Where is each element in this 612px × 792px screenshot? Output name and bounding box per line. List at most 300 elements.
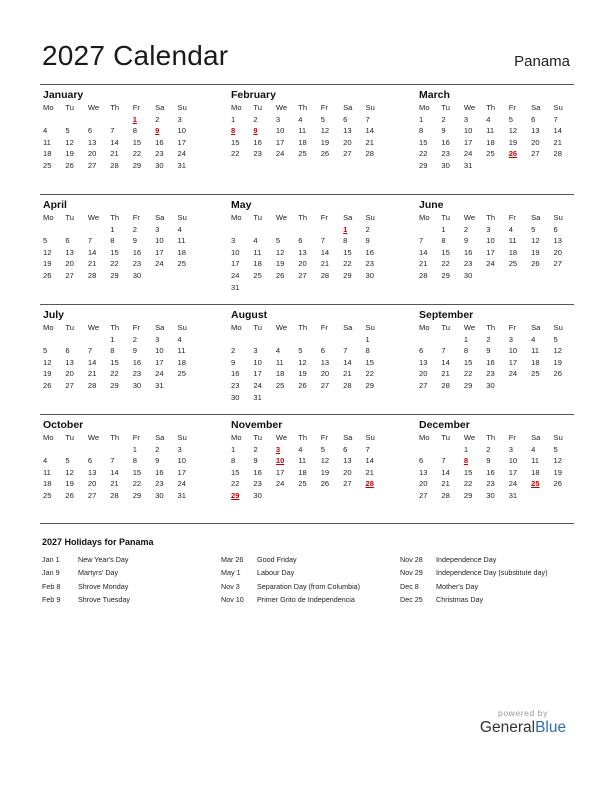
weekday-label: Fr [320, 433, 328, 442]
day-cell: 21 [441, 479, 450, 489]
day-cell: 5 [553, 334, 558, 344]
day-cell: 18 [508, 247, 518, 257]
week-row [40, 357, 197, 369]
day-cell: 7 [365, 444, 370, 454]
day-cell: 24 [155, 369, 164, 379]
week-row [40, 160, 197, 172]
weekday-label: Th [110, 103, 120, 112]
day-cell: 28 [320, 270, 330, 280]
day-cell: 10 [275, 126, 285, 136]
day-cell: 3 [155, 224, 160, 234]
weekday-label: Th [298, 213, 308, 222]
holiday-item [400, 566, 579, 579]
weekday-header [228, 212, 385, 224]
day-cell: 22 [365, 369, 374, 379]
week-row [40, 345, 197, 357]
holiday-name: Independence Day [436, 555, 497, 564]
day-cell: 25 [253, 270, 262, 280]
day-cell: 4 [253, 236, 258, 246]
week-row [416, 224, 573, 236]
day-cell: 30 [155, 490, 164, 500]
day-cell: 27 [419, 490, 428, 500]
day-cell: 7 [553, 114, 558, 124]
week-row [228, 490, 385, 502]
day-cell: 3 [177, 114, 182, 124]
day-cell: 24 [253, 380, 262, 390]
weekday-label: Mo [419, 103, 430, 112]
day-cell [318, 334, 340, 346]
day-cell [228, 334, 250, 346]
week-row [228, 270, 385, 282]
week-row [228, 114, 385, 126]
day-cell: 3 [275, 114, 281, 124]
day-cell: 19 [298, 369, 307, 379]
day-cell: 5 [320, 444, 325, 454]
weekday-label: Fr [132, 433, 140, 442]
day-cell: 11 [508, 236, 517, 246]
weekday-label: We [463, 433, 476, 442]
day-cell: 30 [486, 380, 495, 390]
day-cell: 18 [253, 259, 262, 269]
day-cell: 10 [463, 126, 473, 136]
day-cell: 4 [177, 334, 182, 344]
week-row [40, 270, 197, 282]
day-cell [175, 270, 197, 282]
day-cell: 3 [463, 114, 469, 124]
day-cell [318, 490, 340, 502]
weekday-header [40, 102, 197, 114]
day-cell: 17 [463, 137, 473, 147]
day-cell: 20 [419, 369, 428, 379]
day-cell [85, 334, 107, 346]
day-cell: 19 [531, 247, 540, 257]
week-row [40, 455, 197, 467]
day-cell: 16 [253, 467, 262, 477]
weekday-label: Mo [231, 103, 242, 112]
holiday-date-label: Jan 9 [42, 568, 60, 578]
day-cell: 21 [320, 259, 330, 269]
holiday-date: 8 [463, 456, 469, 466]
day-cell: 4 [298, 444, 303, 454]
week-row [416, 160, 573, 172]
day-cell: 1 [441, 224, 446, 234]
day-cell: 13 [553, 236, 562, 246]
day-cell: 26 [320, 479, 330, 489]
holiday-item [42, 593, 221, 606]
holiday-date-label: Nov 10 [221, 595, 244, 605]
week-row [40, 490, 197, 502]
holiday-item [400, 593, 579, 606]
day-cell: 27 [419, 380, 428, 390]
day-cell: 13 [419, 467, 428, 477]
holiday-date: 28 [365, 479, 374, 489]
day-cell: 4 [177, 224, 182, 234]
weekday-label: We [275, 103, 288, 112]
weekday-label: Mo [231, 433, 242, 442]
month-name: May [231, 199, 252, 211]
weekday-label: We [463, 323, 476, 332]
day-cell: 27 [65, 380, 74, 390]
day-cell: 20 [87, 479, 97, 489]
day-cell: 31 [463, 160, 473, 170]
day-cell: 17 [177, 137, 186, 147]
day-cell: 6 [65, 236, 70, 246]
day-cell: 18 [298, 137, 307, 147]
day-cell: 10 [231, 247, 240, 257]
month-name: April [43, 199, 67, 211]
day-cell: 9 [486, 456, 491, 466]
weekday-header [40, 212, 197, 224]
day-cell: 29 [343, 270, 352, 280]
weekday-label: Su [365, 433, 375, 442]
page-title: 2027 Calendar [42, 40, 229, 71]
day-cell: 24 [508, 369, 518, 379]
day-cell: 30 [365, 270, 374, 280]
day-cell: 3 [155, 334, 160, 344]
weekday-label: Th [110, 433, 120, 442]
day-cell: 7 [87, 346, 93, 356]
day-cell: 12 [43, 357, 52, 367]
week-row [416, 148, 573, 160]
weekday-label: Th [298, 323, 308, 332]
day-cell [551, 160, 573, 172]
day-cell: 7 [110, 126, 115, 136]
day-cell: 4 [275, 346, 281, 356]
day-cell [295, 334, 317, 346]
day-cell: 2 [155, 114, 160, 124]
day-cell: 14 [320, 247, 330, 257]
day-cell [340, 490, 362, 502]
weekday-label: Tu [441, 213, 451, 222]
week-row [228, 334, 385, 346]
day-cell [551, 490, 573, 502]
day-cell: 2 [253, 114, 258, 124]
day-cell: 29 [110, 380, 119, 390]
holiday-column [400, 553, 579, 607]
generalblue-logo[interactable] [476, 708, 570, 737]
day-cell: 22 [132, 149, 142, 159]
day-cell: 25 [531, 369, 540, 379]
day-cell: 7 [110, 456, 115, 466]
day-cell: 23 [155, 149, 164, 159]
day-cell: 13 [531, 126, 540, 136]
day-cell [107, 114, 129, 126]
day-cell: 13 [298, 247, 307, 257]
day-cell: 25 [43, 490, 52, 500]
holiday-item [400, 580, 579, 593]
holiday-item [221, 553, 400, 566]
weekday-label: Fr [320, 323, 328, 332]
day-cell [40, 114, 62, 126]
holiday-date-label: Nov 29 [400, 568, 423, 578]
week-row [40, 444, 197, 456]
day-cell: 12 [65, 467, 74, 477]
day-cell: 18 [531, 467, 540, 477]
week-row [228, 148, 385, 160]
day-cell: 26 [43, 380, 52, 390]
weekday-label: Su [553, 433, 563, 442]
day-cell: 14 [441, 467, 450, 477]
holiday-name: Martyrs' Day [78, 568, 119, 578]
weekday-label: Mo [419, 433, 430, 442]
holiday-date-label: Mar 26 [221, 555, 244, 564]
weekday-label: Th [110, 213, 120, 222]
month-december [416, 415, 573, 523]
month-name: August [231, 309, 268, 321]
day-cell: 30 [463, 270, 473, 280]
weekday-label: We [463, 213, 476, 222]
week-row [416, 235, 573, 247]
day-cell: 11 [275, 357, 284, 367]
day-cell: 10 [253, 357, 262, 367]
weekday-label: Mo [43, 213, 54, 222]
holiday-date: 8 [231, 126, 236, 136]
day-cell: 9 [132, 346, 137, 356]
day-cell [528, 490, 550, 502]
weekday-label: Sa [531, 213, 541, 222]
month-march [416, 85, 573, 194]
week-row [416, 478, 573, 490]
weekday-label: Th [298, 103, 308, 112]
day-cell: 20 [320, 369, 330, 379]
weekday-header [416, 212, 573, 224]
day-cell: 7 [441, 456, 446, 466]
holiday-item [42, 566, 221, 579]
day-cell: 9 [155, 456, 160, 466]
day-cell: 26 [43, 270, 52, 280]
day-cell: 25 [275, 380, 285, 390]
day-cell [152, 270, 174, 282]
day-cell: 20 [87, 149, 97, 159]
week-row [228, 137, 385, 149]
day-cell: 16 [486, 467, 495, 477]
day-cell: 19 [65, 149, 74, 159]
day-cell: 7 [87, 236, 93, 246]
day-cell: 18 [177, 247, 186, 257]
day-cell [363, 490, 385, 502]
day-cell [107, 444, 129, 456]
weekday-label: We [275, 323, 288, 332]
day-cell [438, 334, 460, 346]
day-cell: 6 [320, 346, 325, 356]
weekday-label: Th [486, 323, 496, 332]
day-cell: 9 [441, 126, 446, 136]
week-row [40, 368, 197, 380]
day-cell: 1 [419, 114, 424, 124]
weekday-label: Tu [441, 103, 451, 112]
day-cell [62, 224, 84, 236]
day-cell: 11 [43, 137, 51, 147]
day-cell: 30 [231, 392, 240, 402]
month-february [228, 85, 385, 194]
day-cell: 2 [132, 224, 137, 234]
day-cell: 10 [508, 456, 518, 466]
day-cell: 16 [132, 357, 142, 367]
weekday-header [228, 432, 385, 444]
day-cell [295, 224, 317, 236]
month-row [40, 84, 574, 194]
day-cell: 6 [343, 444, 348, 454]
weekday-label: Su [177, 213, 187, 222]
day-cell: 28 [87, 380, 97, 390]
day-cell: 20 [531, 137, 540, 147]
weekday-label: Mo [43, 433, 54, 442]
day-cell: 17 [275, 467, 285, 477]
weekday-label: Tu [65, 433, 75, 442]
week-row [416, 455, 573, 467]
weekday-label: We [87, 433, 100, 442]
day-cell [318, 224, 340, 236]
day-cell: 19 [320, 467, 330, 477]
day-cell: 25 [43, 160, 52, 170]
brand-general: General [479, 719, 536, 736]
week-row [416, 380, 573, 392]
day-cell: 5 [531, 224, 536, 234]
day-cell [62, 444, 84, 456]
weekday-label: We [87, 323, 100, 332]
weekday-label: Sa [155, 433, 165, 442]
day-cell: 15 [365, 357, 374, 367]
day-cell: 3 [253, 346, 258, 356]
day-cell: 31 [177, 160, 186, 170]
day-cell: 1 [231, 114, 236, 124]
weekday-header [228, 102, 385, 114]
day-cell: 21 [343, 369, 352, 379]
day-cell: 4 [486, 114, 491, 124]
calendar-grid [40, 84, 574, 524]
weekday-label: Th [110, 323, 120, 332]
weekday-label: Tu [65, 323, 75, 332]
day-cell: 27 [531, 149, 540, 159]
day-cell: 22 [132, 479, 142, 489]
holiday-item [42, 553, 221, 566]
day-cell: 23 [132, 259, 142, 269]
day-cell: 15 [441, 247, 450, 257]
weekday-header [40, 432, 197, 444]
day-cell: 11 [298, 456, 307, 466]
day-cell: 21 [419, 259, 428, 269]
week-row [416, 467, 573, 479]
holiday-date: 25 [531, 479, 540, 489]
weekday-header [228, 322, 385, 334]
day-cell [85, 224, 107, 236]
day-cell: 6 [87, 126, 93, 136]
weekday-label: Mo [43, 323, 54, 332]
day-cell: 21 [110, 479, 119, 489]
day-cell: 28 [441, 490, 450, 500]
day-cell: 28 [343, 380, 352, 390]
day-cell: 7 [441, 346, 446, 356]
weekday-label: Mo [419, 213, 430, 222]
holiday-name: Separation Day (from Columbia) [257, 581, 361, 591]
day-cell: 12 [65, 137, 74, 147]
day-cell: 16 [441, 137, 450, 147]
month-november [228, 415, 385, 523]
month-row [40, 414, 574, 524]
country-label: Panama [514, 53, 570, 70]
day-cell: 17 [275, 137, 285, 147]
day-cell [250, 334, 272, 346]
day-cell: 1 [231, 444, 236, 454]
day-cell: 23 [253, 479, 262, 489]
day-cell: 23 [365, 259, 374, 269]
day-cell: 8 [441, 236, 446, 246]
day-cell: 24 [275, 479, 285, 489]
holiday-column [221, 553, 400, 607]
day-cell [228, 224, 250, 236]
week-row [416, 490, 573, 502]
day-cell: 5 [43, 236, 48, 246]
day-cell [85, 444, 107, 456]
day-cell: 4 [531, 444, 536, 454]
weekday-label: Su [177, 433, 187, 442]
day-cell: 12 [553, 456, 562, 466]
day-cell: 11 [43, 467, 51, 477]
weekday-label: Tu [441, 323, 451, 332]
day-cell: 2 [463, 224, 469, 234]
weekday-label: We [275, 213, 288, 222]
day-cell: 2 [486, 444, 491, 454]
weekday-label: Fr [132, 103, 140, 112]
weekday-label: Tu [441, 433, 451, 442]
week-row [228, 357, 385, 369]
week-row [228, 235, 385, 247]
day-cell [62, 114, 84, 126]
day-cell [506, 160, 528, 172]
weekday-label: Sa [155, 323, 165, 332]
day-cell [250, 282, 272, 294]
day-cell: 22 [110, 369, 119, 379]
day-cell: 24 [231, 270, 240, 280]
day-cell: 14 [419, 247, 428, 257]
week-row [228, 247, 385, 259]
weekday-label: Mo [419, 323, 430, 332]
weekday-label: Fr [132, 323, 140, 332]
day-cell: 20 [343, 137, 352, 147]
day-cell: 26 [298, 380, 307, 390]
day-cell: 23 [155, 479, 164, 489]
week-row [416, 114, 573, 126]
weekday-label: Mo [43, 103, 54, 112]
day-cell [273, 490, 295, 502]
day-cell: 30 [253, 490, 262, 500]
holiday-date-label: Nov 3 [221, 581, 240, 591]
holiday-date: 1 [132, 114, 137, 124]
day-cell: 26 [65, 490, 74, 500]
day-cell: 28 [110, 490, 119, 500]
month-name: June [419, 199, 444, 211]
day-cell [40, 334, 62, 346]
day-cell: 7 [320, 236, 325, 246]
day-cell: 13 [87, 137, 97, 147]
day-cell: 19 [508, 137, 518, 147]
day-cell: 8 [419, 126, 424, 136]
day-cell: 15 [343, 247, 352, 257]
holidays-list [42, 553, 579, 607]
day-cell: 29 [132, 160, 142, 170]
month-name: January [43, 89, 84, 101]
day-cell: 20 [65, 259, 74, 269]
day-cell: 29 [365, 380, 374, 390]
month-name: March [419, 89, 450, 101]
day-cell: 29 [463, 380, 473, 390]
day-cell: 16 [155, 467, 164, 477]
day-cell: 9 [132, 236, 137, 246]
day-cell [40, 224, 62, 236]
day-cell: 20 [419, 479, 428, 489]
day-cell: 24 [177, 479, 186, 489]
day-cell [40, 444, 62, 456]
